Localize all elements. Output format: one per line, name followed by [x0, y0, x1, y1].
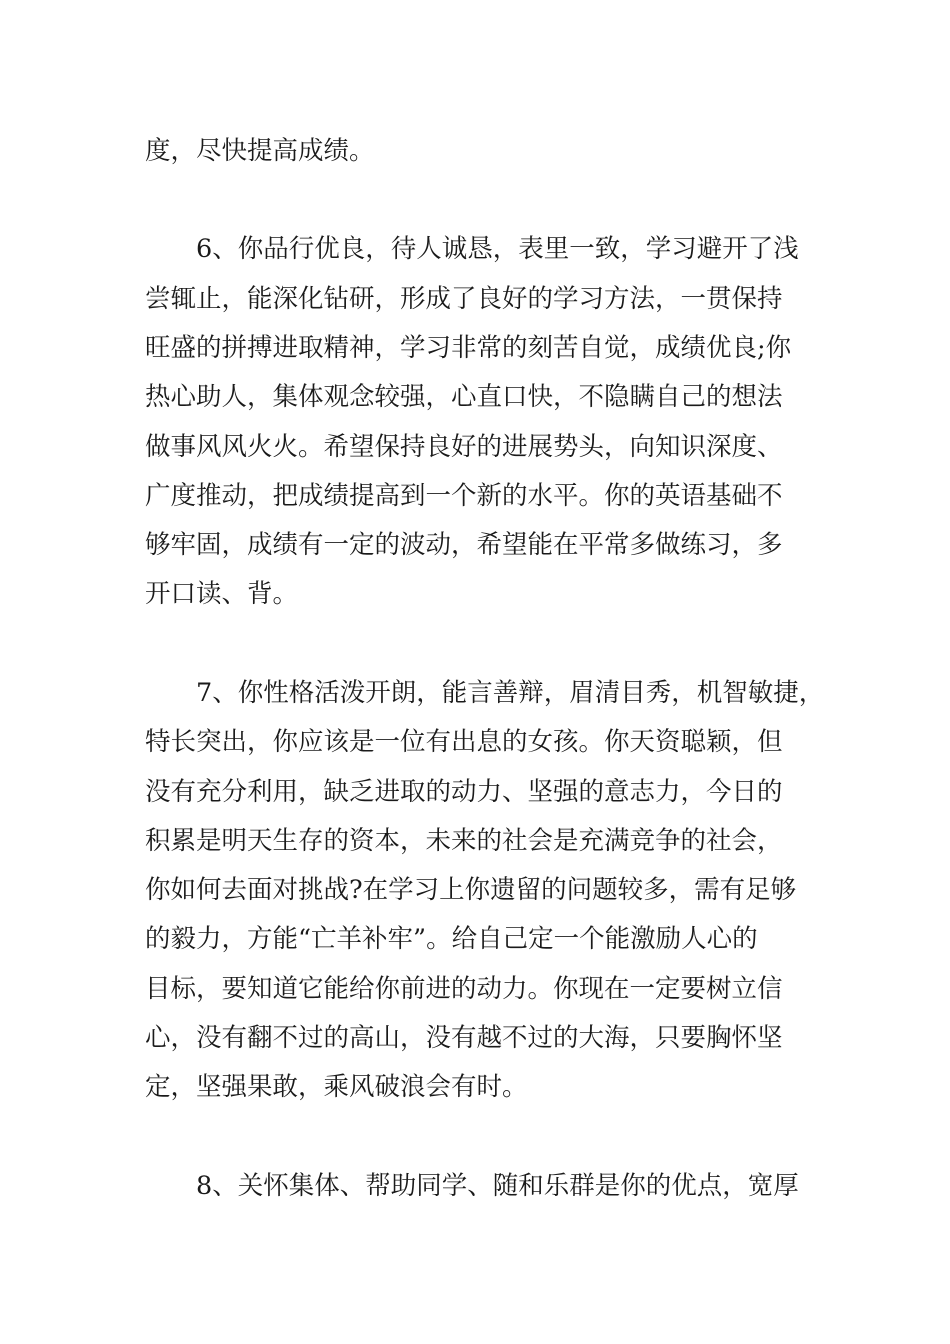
paragraph-6-line-4: 热心助人，集体观念较强，心直口快，不隐瞒自己的想法	[145, 382, 783, 412]
paragraph-7-line-4: 积累是明天生存的资本，未来的社会是充满竞争的社会，	[145, 826, 783, 856]
paragraph-7-line-3: 没有充分利用，缺乏进取的动力、坚强的意志力，今日的	[145, 777, 783, 807]
paragraph-7-line-6: 的毅力，方能“亡羊补牢”。给自己定一个能激励人心的	[145, 924, 758, 954]
paragraph-6-line-7: 够牢固，成绩有一定的波动，希望能在平常多做练习，多	[145, 530, 783, 560]
paragraph-6-line-8: 开口读、背。	[145, 579, 299, 609]
paragraph-6-line-2: 尝辄止，能深化钻研，形成了良好的学习方法，一贯保持	[145, 284, 783, 314]
paragraph-5-line-1: 度，尽快提高成绩。	[145, 136, 375, 166]
paragraph-7-line-9: 定，坚强果敢，乘风破浪会有时。	[145, 1072, 528, 1102]
paragraph-7-line-5: 你如何去面对挑战?在学习上你遗留的问题较多，需有足够	[145, 875, 797, 905]
paragraph-6-line-6: 广度推动，把成绩提高到一个新的水平。你的英语基础不	[145, 481, 783, 511]
paragraph-6-line-3: 旺盛的拼搏进取精神，学习非常的刻苦自觉，成绩优良;你	[145, 333, 792, 363]
paragraph-6-line-1: 6、你品行优良，待人诚恳，表里一致，学习避开了浅	[145, 234, 799, 264]
paragraph-7-line-8: 心，没有翻不过的高山，没有越不过的大海，只要胸怀坚	[145, 1023, 783, 1053]
paragraph-7-line-2: 特长突出，你应该是一位有出息的女孩。你天资聪颖，但	[145, 727, 783, 757]
paragraph-7-line-7: 目标，要知道它能给你前进的动力。你现在一定要树立信	[145, 974, 783, 1004]
paragraph-8-line-1: 8、关怀集体、帮助同学、随和乐群是你的优点，宽厚	[145, 1171, 799, 1201]
paragraph-7-line-1: 7、你性格活泼开朗，能言善辩，眉清目秀，机智敏捷，	[145, 678, 825, 708]
paragraph-6-line-5: 做事风风火火。希望保持良好的进展势头，向知识深度、	[145, 432, 783, 462]
